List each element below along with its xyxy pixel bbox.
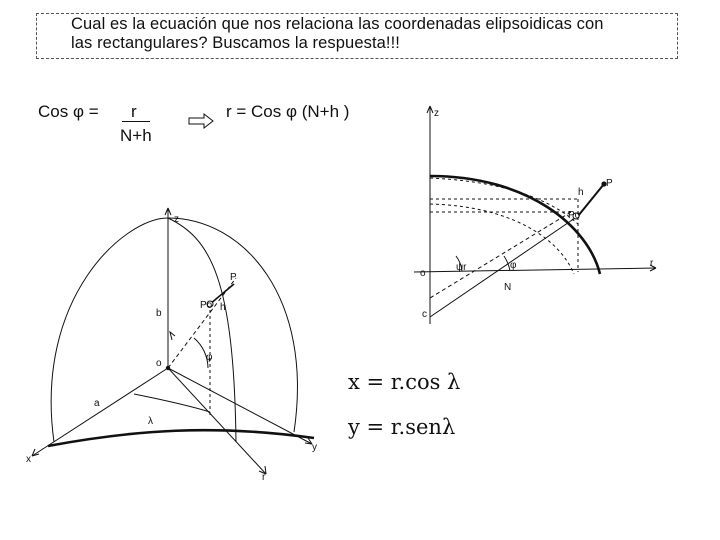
equation-right: r = Cos φ (N+h ) (226, 102, 350, 121)
formula-y: y = r.senλ (348, 415, 456, 439)
label-r: r (650, 258, 654, 269)
label-x: x (26, 454, 31, 465)
label-z: z (434, 108, 439, 119)
label-o: o (420, 268, 426, 279)
label-c: c (422, 309, 427, 320)
formula-x: x = r.cos λ (348, 370, 461, 394)
implies-arrow-icon (188, 113, 214, 129)
label-o: o (156, 358, 162, 369)
phi-arrow-icon (170, 332, 175, 340)
label-r: r (262, 472, 266, 483)
label-Po: Po (568, 210, 581, 221)
fraction-numerator: r (131, 102, 137, 121)
label-P: P (606, 178, 613, 189)
meridian-section-diagram (408, 96, 664, 330)
label-N: N (504, 282, 512, 293)
label-b: b (156, 308, 162, 319)
equation-left-lhs: Cos φ = (38, 102, 99, 121)
label-h: h (220, 302, 226, 313)
label-phi-r: ψr (456, 262, 467, 273)
dashed-arc-1 (430, 178, 578, 224)
label-phi: φ (206, 352, 213, 363)
fraction-bar (122, 121, 150, 122)
ellipsoid-3d-diagram (14, 198, 344, 488)
meridian-curve (168, 218, 236, 442)
label-P: P (230, 272, 237, 283)
label-a: a (94, 398, 100, 409)
equator-arc (48, 430, 314, 446)
label-y: y (312, 442, 317, 453)
slide-title-line-1: Cual es la ecuación que nos relaciona las coordenadas elipsoidicas con (71, 15, 604, 33)
r-axis (414, 268, 656, 272)
normal-line (430, 216, 578, 317)
height-h-line (210, 284, 234, 304)
label-h: h (578, 187, 584, 198)
label-phi: φ (510, 260, 517, 271)
ellipse-outline (51, 218, 297, 442)
origin-point (166, 366, 170, 370)
dashed-normal (430, 212, 571, 298)
label-lambda: λ (148, 416, 153, 427)
lambda-arc (134, 394, 210, 412)
dashed-arc-2 (430, 204, 574, 274)
fraction-denominator: N+h (120, 126, 152, 145)
r-axis (168, 368, 266, 474)
slide-title-line-2: las rectangulares? Buscamos la respuesta!!! (71, 34, 400, 52)
label-Po: Po (200, 300, 213, 311)
label-z: z (174, 214, 179, 225)
